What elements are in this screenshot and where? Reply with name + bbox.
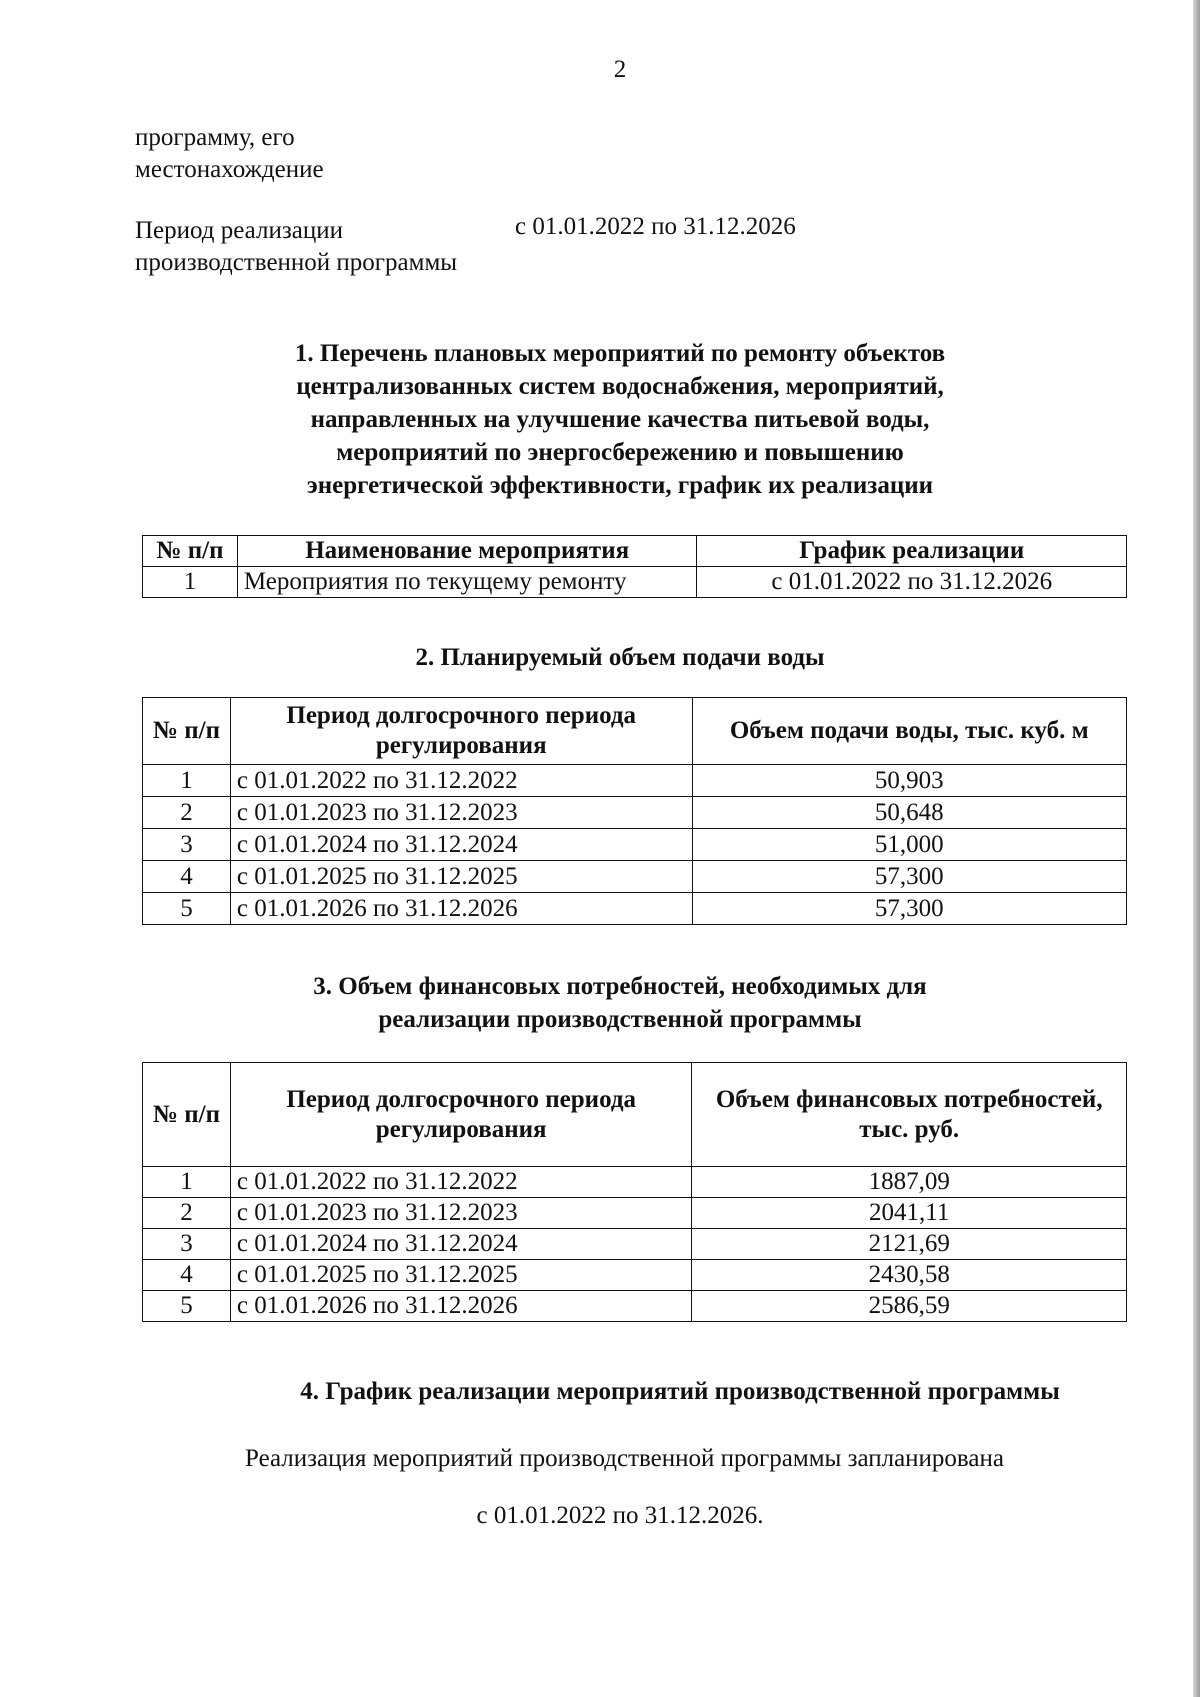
section-2-title: 2. Планируемый объем подачи воды — [415, 644, 825, 671]
table-row — [143, 1291, 1127, 1322]
cell-number: 3 — [143, 1229, 231, 1260]
period-label-line: производственной программы — [135, 249, 458, 276]
section-1-title-line: направленных на улучшение качества питьевой воды, — [310, 406, 930, 433]
table-header-row — [143, 536, 1127, 567]
table-row — [143, 1198, 1127, 1229]
header-period: Период долгосрочного периода регулирования — [230, 1063, 692, 1167]
cell-period: с 01.01.2022 по 31.12.2022 — [230, 765, 692, 797]
cell-financial-volume: 2121,69 — [692, 1229, 1127, 1260]
water-supply-table — [142, 697, 1127, 925]
scan-edge-shadow — [1193, 0, 1200, 1697]
period-label — [135, 215, 457, 279]
table-row — [143, 765, 1127, 797]
section-1-title-line: энергетической эффективности, график их реализации — [306, 472, 934, 499]
table-row — [143, 1229, 1127, 1260]
header-water-volume: Объем подачи воды, тыс. куб. м — [692, 698, 1127, 765]
header-period: Период долгосрочного периода регулирования — [230, 698, 692, 765]
section-3-title-line: 3. Объем финансовых потребностей, необходимых для — [313, 973, 927, 1000]
activities-table — [142, 535, 1127, 598]
cell-number: 4 — [143, 1260, 231, 1291]
cell-water-volume: 57,300 — [692, 861, 1127, 893]
cell-water-volume: 57,300 — [692, 893, 1127, 925]
header-number: № п/п — [143, 536, 238, 567]
cell-period: с 01.01.2025 по 31.12.2025 — [230, 861, 692, 893]
cell-number: 1 — [143, 567, 238, 598]
section-3-title-line: реализации производственной программы — [378, 1006, 862, 1033]
cell-number: 5 — [143, 1291, 231, 1322]
cell-financial-volume: 1887,09 — [692, 1167, 1127, 1198]
cell-financial-volume: 2586,59 — [692, 1291, 1127, 1322]
table-row — [143, 829, 1127, 861]
cell-water-volume: 51,000 — [692, 829, 1127, 861]
cell-number: 3 — [143, 829, 231, 861]
section-3-title — [220, 970, 1020, 1036]
cell-water-volume: 50,648 — [692, 797, 1127, 829]
cell-period: с 01.01.2026 по 31.12.2026 — [230, 893, 692, 925]
cell-financial-volume: 2041,11 — [692, 1198, 1127, 1229]
header-number: № п/п — [143, 1063, 231, 1167]
header-financial-volume: Объем финансовых потребностей, тыс. руб. — [692, 1063, 1127, 1167]
cell-number: 5 — [143, 893, 231, 925]
cell-number: 2 — [143, 797, 231, 829]
section-1-title — [220, 337, 1020, 502]
cell-number: 1 — [143, 765, 231, 797]
section-1-title-line: мероприятий по энергосбережению и повышению — [336, 439, 904, 466]
owner-location-label — [135, 122, 324, 186]
header-schedule: График реализации — [697, 536, 1127, 567]
cell-financial-volume: 2430,58 — [692, 1260, 1127, 1291]
header-activity-name: Наименование мероприятия — [237, 536, 697, 567]
section-4-date: с 01.01.2022 по 31.12.2026. — [476, 1502, 764, 1529]
table-header-row — [143, 698, 1127, 765]
cell-period: с 01.01.2023 по 31.12.2023 — [230, 1198, 692, 1229]
cell-schedule: с 01.01.2022 по 31.12.2026 — [697, 567, 1127, 598]
header-number: № п/п — [143, 698, 231, 765]
cell-number: 1 — [143, 1167, 231, 1198]
table-row — [143, 797, 1127, 829]
period-label-line: Период реализации — [135, 217, 343, 244]
cell-activity-name: Мероприятия по текущему ремонту — [237, 567, 697, 598]
table-row — [143, 567, 1127, 598]
table-row — [143, 1167, 1127, 1198]
cell-period: с 01.01.2023 по 31.12.2023 — [230, 797, 692, 829]
page-number: 2 — [613, 56, 627, 83]
table-header-row — [143, 1063, 1127, 1167]
cell-period: с 01.01.2026 по 31.12.2026 — [230, 1291, 692, 1322]
cell-period: с 01.01.2024 по 31.12.2024 — [230, 829, 692, 861]
table-row — [143, 1260, 1127, 1291]
section-1-title-line: 1. Перечень плановых мероприятий по ремонту объектов — [294, 340, 946, 367]
table-row — [143, 893, 1127, 925]
period-value: с 01.01.2022 по 31.12.2026 — [515, 213, 796, 240]
owner-location-label-line: программу, его — [135, 124, 295, 151]
owner-location-label-line: местонахождение — [135, 156, 324, 183]
section-4-text: Реализация мероприятий производственной программы запланирована — [245, 1445, 1004, 1472]
cell-number: 2 — [143, 1198, 231, 1229]
table-row — [143, 861, 1127, 893]
cell-period: с 01.01.2025 по 31.12.2025 — [230, 1260, 692, 1291]
cell-period: с 01.01.2022 по 31.12.2022 — [230, 1167, 692, 1198]
section-4-title: 4. График реализации мероприятий производственной программы — [300, 1378, 1060, 1405]
cell-period: с 01.01.2024 по 31.12.2024 — [230, 1229, 692, 1260]
financial-needs-table — [142, 1062, 1127, 1322]
cell-water-volume: 50,903 — [692, 765, 1127, 797]
cell-number: 4 — [143, 861, 231, 893]
section-1-title-line: централизованных систем водоснабжения, мероприятий, — [296, 373, 944, 400]
